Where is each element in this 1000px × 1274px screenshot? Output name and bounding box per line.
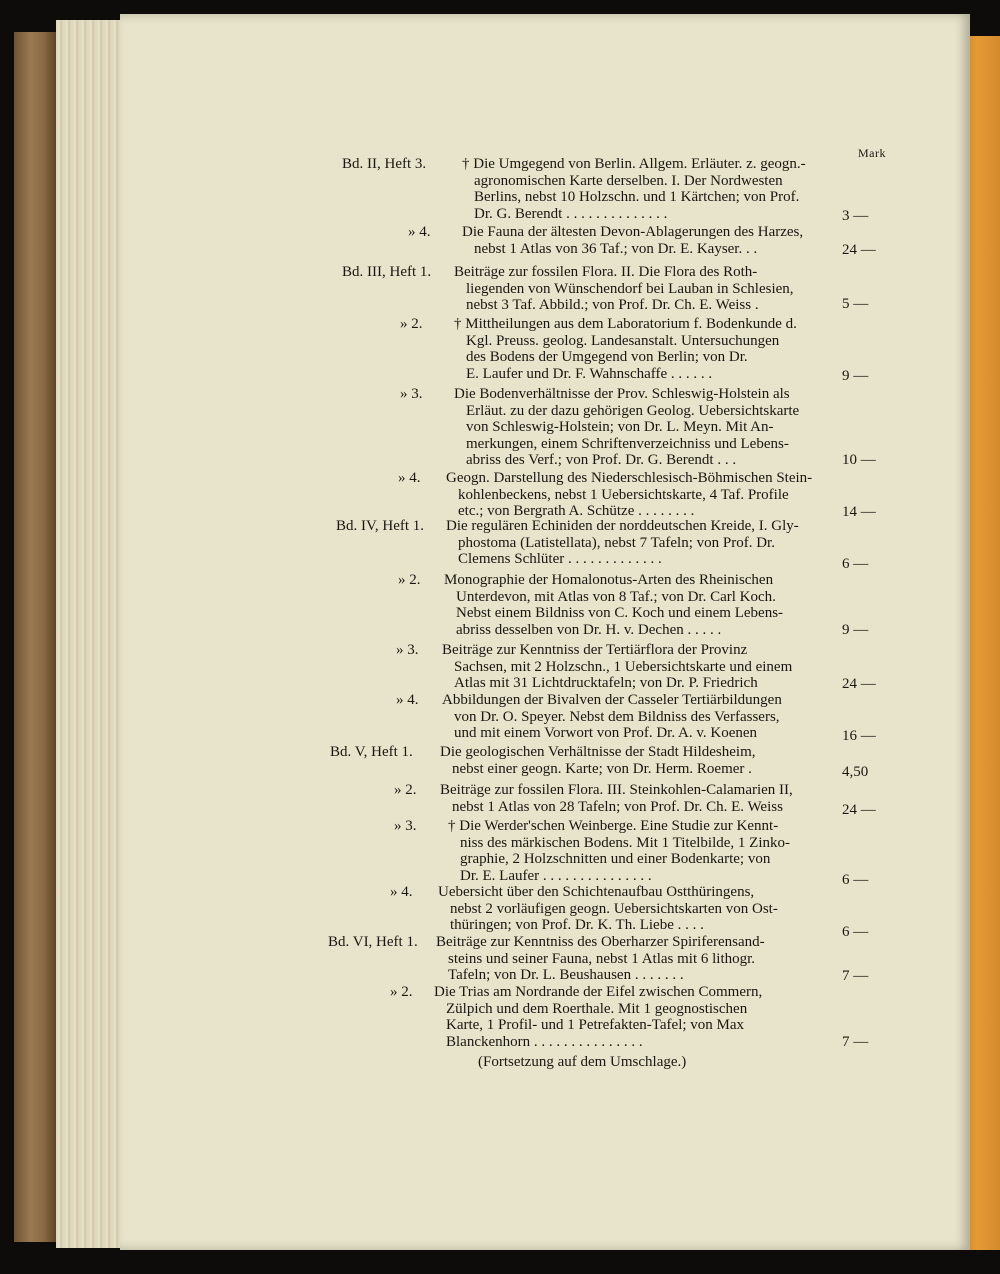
description-line: E. Laufer und Dr. F. Wahnschaffe . . . . . .: [466, 365, 713, 382]
description-line: Unterdevon, mit Atlas von 8 Taf.; von Dr. Carl Koch.: [456, 588, 776, 605]
description-line: etc.; von Bergrath A. Schütze . . . . . . . .: [458, 503, 695, 520]
description-line: Zülpich und dem Roerthale. Mit 1 geognostischen: [446, 1000, 748, 1017]
price: 9 —: [842, 622, 869, 638]
entry-description: [454, 264, 794, 314]
volume-reference: » 2.: [400, 316, 423, 332]
price: 14 —: [842, 504, 876, 520]
price: 3 —: [842, 208, 869, 224]
description-line: nebst 1 Atlas von 36 Taf.; von Dr. E. Kayser. . .: [474, 240, 758, 257]
description-line: agronomischen Karte derselben. I. Der Nordwesten: [474, 172, 783, 189]
entry-description: [440, 782, 793, 815]
description-line: abriss des Verf.; von Prof. Dr. G. Berendt . . .: [466, 452, 737, 469]
entry-description: [462, 156, 806, 222]
description-line: Dr. G. Berendt . . . . . . . . . . . . . .: [474, 205, 668, 222]
price: 6 —: [842, 556, 869, 572]
description-line: † Die Werder'schen Weinberge. Eine Studie zur Kennt-: [448, 818, 779, 834]
description-line: des Bodens der Umgegend von Berlin; von Dr.: [466, 349, 748, 366]
description-line: Uebersicht über den Schichtenaufbau Ostthüringens,: [438, 884, 755, 900]
volume-reference: » 4.: [396, 692, 419, 708]
description-line: Die geologischen Verhältnisse der Stadt Hildesheim,: [440, 744, 756, 760]
volume-reference: Bd. IV, Heft 1.: [336, 518, 425, 534]
price: 6 —: [842, 872, 869, 888]
description-line: Beiträge zur Kenntniss des Oberharzer Spiriferensand-: [436, 934, 765, 950]
description-line: Abbildungen der Bivalven der Casseler Tertiärbildungen: [442, 692, 782, 708]
price: 24 —: [842, 242, 876, 258]
description-line: von Schleswig-Holstein; von Dr. L. Meyn. Mit An-: [466, 419, 774, 436]
description-line: Monographie der Homalonotus-Arten des Rheinischen: [444, 572, 774, 588]
entry-description: [462, 224, 804, 257]
description-line: und mit einem Vorwort von Prof. Dr. A. v. Koenen: [454, 725, 758, 742]
description-line: nebst 3 Taf. Abbild.; von Prof. Dr. Ch. E. Weiss .: [466, 297, 759, 314]
description-line: † Mittheilungen aus dem Laboratorium f. Bodenkunde d.: [454, 316, 797, 332]
volume-reference: » 4.: [408, 224, 431, 240]
entry-description: [440, 744, 756, 777]
description-line: Beiträge zur fossilen Flora. II. Die Flora des Roth-: [454, 264, 758, 280]
description-line: Blanckenhorn . . . . . . . . . . . . . . .: [446, 1033, 643, 1050]
volume-reference: Bd. II, Heft 3.: [342, 156, 427, 172]
price: 24 —: [842, 676, 876, 692]
price: 5 —: [842, 296, 869, 312]
description-line: graphie, 2 Holzschnitten und einer Bodenkarte; von: [460, 851, 771, 868]
volume-reference: » 2.: [394, 782, 417, 798]
description-line: Dr. E. Laufer . . . . . . . . . . . . . . .: [460, 867, 652, 884]
description-line: merkungen, einem Schriftenverzeichniss und Lebens-: [466, 435, 789, 452]
description-line: Beiträge zur Kenntniss der Tertiärflora der Provinz: [442, 642, 748, 658]
volume-reference: » 3.: [400, 386, 423, 402]
description-line: Kgl. Preuss. geolog. Landesanstalt. Untersuchungen: [466, 332, 780, 349]
volume-reference: » 4.: [390, 884, 413, 900]
description-line: Tafeln; von Dr. L. Beushausen . . . . . . .: [448, 967, 684, 984]
description-line: Nebst einem Bildniss von C. Koch und einem Lebens-: [456, 605, 784, 622]
price: 7 —: [842, 968, 869, 984]
entry-description: [438, 884, 778, 934]
entry-description: [444, 572, 784, 638]
price: 16 —: [842, 728, 876, 744]
volume-reference: » 3.: [394, 818, 417, 834]
volume-reference: Bd. VI, Heft 1.: [328, 934, 418, 950]
description-line: Die Bodenverhältnisse der Prov. Schleswig-Holstein als: [454, 386, 790, 402]
description-line: Die Fauna der ältesten Devon-Ablagerungen des Harzes,: [462, 224, 804, 240]
entry-description: [454, 316, 797, 382]
description-line: Die regulären Echiniden der norddeutschen Kreide, I. Gly-: [446, 518, 799, 534]
volume-reference: Bd. V, Heft 1.: [330, 744, 413, 760]
description-line: Karte, 1 Profil- und 1 Petrefakten-Tafel; von Max: [446, 1017, 745, 1034]
description-line: Die Trias am Nordrande der Eifel zwischen Commern,: [434, 984, 763, 1000]
description-line: liegenden von Wünschendorf bei Lauban in Schlesien,: [466, 280, 794, 297]
entry-description: [442, 642, 793, 692]
continuation-note: (Fortsetzung auf dem Umschlage.): [478, 1054, 687, 1070]
entry-description: [442, 692, 782, 742]
description-line: steins und seiner Fauna, nebst 1 Atlas mit 6 lithogr.: [448, 950, 756, 967]
volume-reference: » 2.: [398, 572, 421, 588]
description-line: von Dr. O. Speyer. Nebst dem Bildniss des Verfassers,: [454, 708, 780, 725]
description-line: Sachsen, mit 2 Holzschn., 1 Uebersichtskarte und einem: [454, 658, 793, 675]
description-line: thüringen; von Prof. Dr. K. Th. Liebe . . . .: [450, 917, 704, 934]
description-line: Beiträge zur fossilen Flora. III. Steinkohlen-Calamarien II,: [440, 782, 793, 798]
price: 10 —: [842, 452, 876, 468]
description-line: abriss desselben von Dr. H. v. Dechen . . . . .: [456, 621, 722, 638]
description-line: niss des märkischen Bodens. Mit 1 Titelbilde, 1 Zinko-: [460, 834, 790, 851]
description-line: nebst 1 Atlas von 28 Tafeln; von Prof. Dr. Ch. E. Weiss: [452, 798, 783, 815]
description-line: Erläut. zu der dazu gehörigen Geolog. Uebersichtskarte: [466, 402, 800, 419]
entry-description: [448, 818, 790, 884]
volume-reference: » 4.: [398, 470, 421, 486]
price-column-header: Mark: [858, 146, 886, 160]
entry-description: [446, 470, 813, 520]
price: 7 —: [842, 1034, 869, 1050]
description-line: Atlas mit 31 Lichtdrucktafeln; von Dr. P. Friedrich: [454, 675, 758, 692]
price: 4,50: [842, 764, 869, 780]
volume-reference: » 2.: [390, 984, 413, 1000]
price: 9 —: [842, 368, 869, 384]
entry-description: [454, 386, 800, 469]
entry-description: [434, 984, 763, 1050]
price: 24 —: [842, 802, 876, 818]
description-line: † Die Umgegend von Berlin. Allgem. Erläuter. z. geogn.-: [462, 156, 806, 172]
entry-description: [446, 518, 799, 568]
description-line: kohlenbeckens, nebst 1 Uebersichtskarte, 4 Taf. Profile: [458, 486, 789, 503]
description-line: Berlins, nebst 10 Holzschn. und 1 Kärtchen; von Prof.: [474, 189, 800, 206]
price: 6 —: [842, 924, 869, 940]
description-line: nebst 2 vorläufigen geogn. Uebersichtskarten von Ost-: [450, 900, 778, 917]
description-line: nebst einer geogn. Karte; von Dr. Herm. Roemer .: [452, 760, 752, 777]
description-line: Geogn. Darstellung des Niederschlesisch-Böhmischen Stein-: [446, 470, 813, 486]
description-line: phostoma (Latistellata), nebst 7 Tafeln; von Prof. Dr.: [458, 534, 775, 551]
volume-reference: » 3.: [396, 642, 419, 658]
volume-reference: Bd. III, Heft 1.: [342, 264, 432, 280]
description-line: Clemens Schlüter . . . . . . . . . . . . .: [458, 551, 662, 568]
entry-description: [436, 934, 765, 984]
